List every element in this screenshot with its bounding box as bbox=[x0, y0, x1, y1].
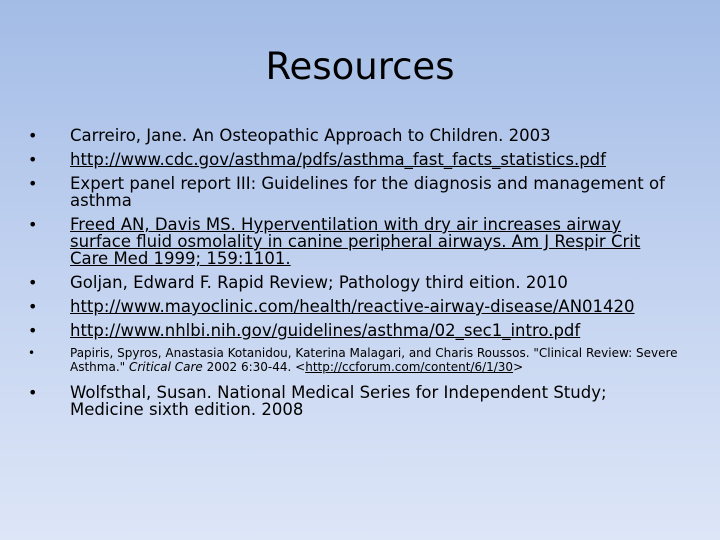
bullet-icon: • bbox=[28, 297, 38, 316]
list-item bbox=[28, 346, 683, 374]
reference-text: Goljan, Edward F. Rapid Review; Pathology third eition. 2010 bbox=[70, 273, 568, 292]
list-item bbox=[28, 384, 683, 418]
list-item[interactable] bbox=[28, 151, 683, 168]
reference-text: Wolfsthal, Susan. National Medical Series for Independent Study; Medicine sixth edition. 2008 bbox=[70, 383, 607, 419]
bullet-icon: • bbox=[28, 383, 38, 402]
reference-text: Carreiro, Jane. An Osteopathic Approach to Children. 2003 bbox=[70, 126, 551, 145]
list-item[interactable] bbox=[28, 216, 683, 267]
bullet-icon: • bbox=[28, 273, 38, 292]
reference-link[interactable]: http://www.cdc.gov/asthma/pdfs/asthma_fast_facts_statistics.pdf bbox=[70, 150, 606, 169]
bullet-icon: • bbox=[28, 150, 38, 169]
reference-link[interactable]: http://ccforum.com/content/6/1/30 bbox=[305, 360, 514, 374]
list-item bbox=[28, 274, 683, 291]
list-item bbox=[28, 127, 683, 144]
reference-link[interactable]: Freed AN, Davis MS. Hyperventilation with dry air increases airway surface fluid osmolality in canine peripheral airways. Am J Respir Crit Care Med 1999; 159:1101. bbox=[70, 215, 641, 268]
bullet-icon: • bbox=[28, 321, 38, 340]
list-item[interactable] bbox=[28, 298, 683, 315]
bullet-icon: • bbox=[28, 174, 38, 193]
bullet-icon: • bbox=[28, 126, 38, 145]
bullet-icon: • bbox=[28, 215, 38, 234]
reference-text: Expert panel report III: Guidelines for the diagnosis and management of asthma bbox=[70, 174, 665, 210]
bullet-icon: • bbox=[28, 346, 36, 360]
list-item bbox=[28, 175, 683, 209]
journal-title: Critical Care bbox=[128, 360, 203, 374]
reference-link[interactable]: http://www.mayoclinic.com/health/reactive-airway-disease/AN01420 bbox=[70, 297, 635, 316]
reference-list bbox=[28, 127, 683, 425]
reference-text: Papiris, Spyros, Anastasia Kotanidou, Katerina Malagari, and Charis Roussos. "Clinical Review: Severe Asthma." bbox=[70, 346, 678, 374]
slide-title: Resources bbox=[265, 45, 455, 88]
reference-text: > bbox=[513, 360, 524, 374]
list-item[interactable] bbox=[28, 322, 683, 339]
reference-link[interactable]: http://www.nhlbi.nih.gov/guidelines/asthma/02_sec1_intro.pdf bbox=[70, 321, 581, 340]
reference-text: 2002 6:30-44. < bbox=[202, 360, 306, 374]
